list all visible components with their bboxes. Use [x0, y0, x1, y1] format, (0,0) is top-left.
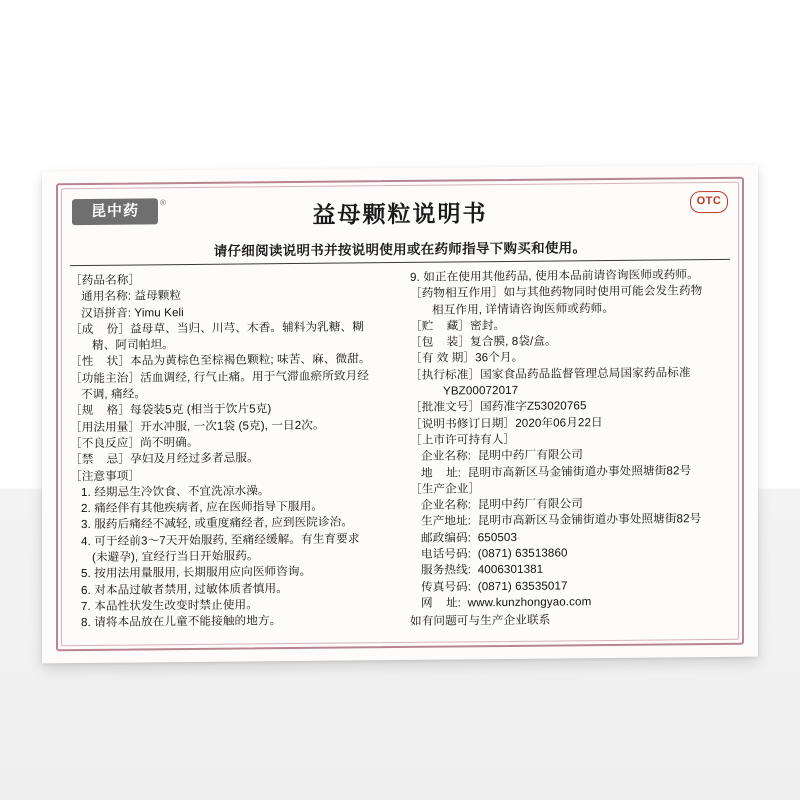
text-line: ［包 装］复合膜, 8袋/盒。 [410, 334, 557, 350]
two-column-body [70, 267, 730, 641]
text-line: 5. 按用法用量服用, 长期服用应向医师咨询。 [81, 565, 312, 581]
text-line: 相互作用, 详情请咨询医师或药师。 [432, 301, 615, 317]
text-line: 4. 可于经前3～7天开始服药, 至痛经缓解。有生育要求 [81, 532, 360, 548]
text-line: 如有问题可与生产企业联系 [410, 613, 551, 628]
text-line: ［功能主治］活血调经, 行气止痛。用于气滞血瘀所致月经 [70, 369, 369, 385]
text-line: ［药物相互作用］如与其他药物同时使用可能会发生药物 [410, 284, 703, 301]
text-line: ［执行标准］国家食品药品监督管理总局国家药品标准 [410, 365, 691, 382]
text-line: 电话号码: (0871) 63513860 [421, 546, 568, 561]
page-subtitle: 请仔细阅读说明书并按说明使用或在药师指导下购买和使用。 [213, 240, 587, 259]
text-line: 通用名称: 益母颗粒 [81, 289, 182, 304]
text-line: ［规 格］每袋装5克 (相当于饮片5克) [70, 402, 272, 418]
text-line: 生产地址: 昆明市高新区马金铺街道办事处照塘街82号 [421, 512, 702, 529]
text-line: ［禁 忌］孕妇及月经过多者忌服。 [70, 451, 259, 467]
text-line: 3. 服药后痛经不减轻, 或重度痛经者, 应到医院诊治。 [81, 515, 354, 532]
text-line: YBZ00072017 [443, 383, 519, 398]
text-line: ［性 状］本品为黄棕色至棕褐色颗粒; 味苦、麻、微甜。 [70, 352, 371, 369]
text-line: ［不良反应］尚不明确。 [70, 435, 199, 451]
text-line: 7. 本品性状发生改变时禁止使用。 [81, 598, 258, 613]
text-line: 企业名称: 昆明中药厂有限公司 [421, 497, 583, 512]
text-line: 9. 如正在使用其他药品, 使用本品前请咨询医师或药师。 [410, 268, 699, 284]
text-line: 1. 经期忌生冷饮食、不宜洗凉水澡。 [81, 484, 270, 499]
text-line: 网 址: www.kunzhongyao.com [421, 595, 592, 610]
text-line: ［上市许可持有人］ [410, 432, 516, 447]
text-line: 邮政编码: 650503 [421, 530, 518, 545]
text-line: 传真号码: (0871) 63535017 [421, 579, 568, 594]
left-column [70, 270, 400, 641]
text-line: ［成 份］益母草、当归、川芎、木香。辅料为乳糖、糊 [70, 320, 364, 337]
text-line: 不调, 痛经。 [81, 387, 147, 402]
text-line: (未避孕), 宜经行当日开始服药。 [92, 549, 259, 565]
leaflet-header [70, 189, 730, 269]
text-line: 服务热线: 4006301381 [421, 562, 544, 578]
text-line: ［注意事项］ [70, 469, 141, 483]
text-line: 地 址: 昆明市高新区马金铺街道办事处照塘街82号 [421, 463, 692, 480]
text-line: ［生产企业］ [410, 482, 481, 496]
text-line: ［说明书修订日期］2020年06月22日 [410, 415, 603, 431]
right-column [400, 267, 730, 638]
text-line: 8. 请将本品放在儿童不能接触的地方。 [81, 614, 282, 630]
text-line: 2. 痛经伴有其他疾病者, 应在医师指导下服用。 [81, 499, 324, 516]
leaflet-content [70, 189, 730, 641]
page-title: 益母颗粒说明书 [312, 200, 488, 228]
otc-badge: OTC [690, 191, 728, 213]
text-line: ［贮 藏］密封。 [410, 318, 506, 333]
registered-mark-icon: ® [160, 198, 166, 208]
medicine-leaflet-sheet [42, 165, 758, 664]
text-line: ［有 效 期］36个月。 [410, 351, 524, 366]
text-line: 精、阿司帕坦。 [92, 338, 174, 353]
text-line: ［用法用量］开水冲服, 一次1袋 (5克), 一日2次。 [70, 418, 325, 434]
brand-logo: 昆中药 [72, 198, 158, 225]
text-line: ［批准文号］国药准字Z53020765 [410, 399, 587, 415]
text-line: 汉语拼音: Yimu Keli [81, 305, 184, 320]
text-line: ［药品名称］ [70, 273, 141, 288]
text-line: 企业名称: 昆明中药厂有限公司 [421, 448, 583, 464]
text-line: 6. 对本品过敏者禁用, 过敏体质者慎用。 [81, 581, 288, 597]
